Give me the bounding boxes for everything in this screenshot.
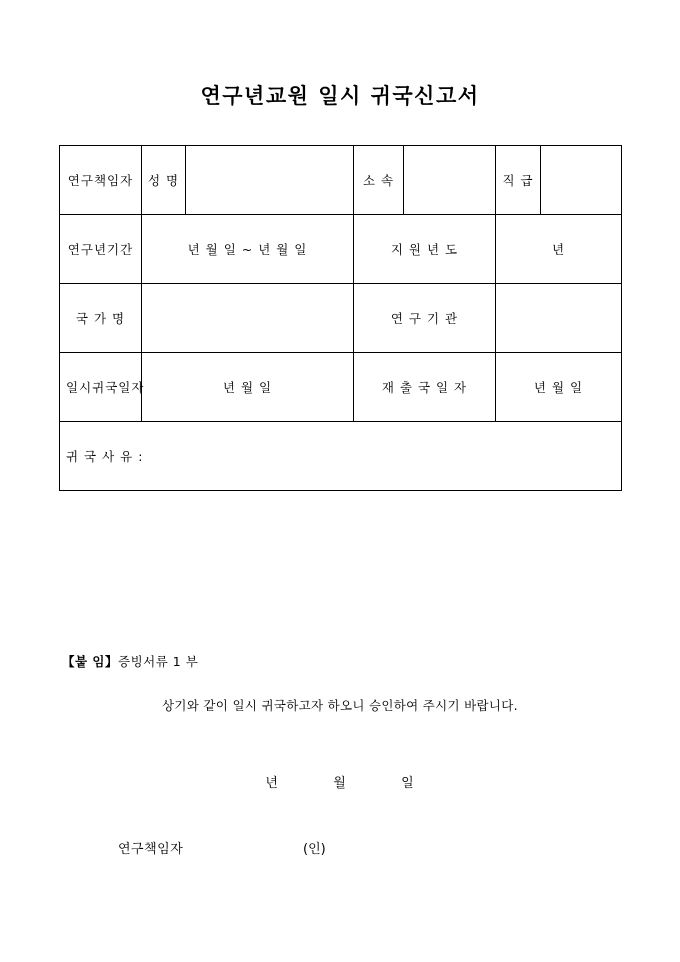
- request-statement: 상기와 같이 일시 귀국하고자 하오니 승인하여 주시기 바랍니다.: [162, 698, 518, 713]
- cell-label-support-year: 지 원 년 도: [354, 215, 496, 284]
- report-form-table: [59, 145, 622, 491]
- date-month: 월: [333, 776, 347, 791]
- attachment-text: 증빙서류 1 부: [118, 654, 199, 669]
- cell-reason-label[interactable]: 귀 국 사 유 :: [60, 422, 622, 491]
- cell-value-institution[interactable]: [496, 284, 622, 353]
- date-year: 년: [265, 776, 279, 791]
- cell-label-return-date: 일시귀국일자: [60, 353, 142, 422]
- cell-value-affiliation[interactable]: [404, 146, 496, 215]
- page-title: 연구년교원 일시 귀국신고서: [200, 84, 480, 108]
- cell-value-support-year[interactable]: 년: [496, 215, 622, 284]
- cell-label-institution: 연 구 기 관: [354, 284, 496, 353]
- cell-value-sabbatical-period[interactable]: 년 월 일 ~ 년 월 일: [142, 215, 354, 284]
- table-row: [60, 215, 622, 284]
- cell-label-affiliation: 소 속: [354, 146, 404, 215]
- attachment-note: [62, 652, 198, 670]
- table-row: [60, 284, 622, 353]
- cell-value-redeparture-date[interactable]: 년 월 일: [496, 353, 622, 422]
- cell-value-return-date[interactable]: 년 월 일: [142, 353, 354, 422]
- table-row: [60, 146, 622, 215]
- cell-label-name: 성 명: [142, 146, 186, 215]
- cell-value-country[interactable]: [142, 284, 354, 353]
- attachment-bracket: 【붙 임】: [62, 654, 119, 669]
- cell-label-position: 직 급: [496, 146, 541, 215]
- table-row: [60, 422, 622, 491]
- cell-value-position[interactable]: [541, 146, 622, 215]
- date-day: 일: [401, 776, 415, 791]
- cell-label-sabbatical-period: 연구년기간: [60, 215, 142, 284]
- cell-label-researcher: 연구책임자: [60, 146, 142, 215]
- signature-label: 연구책임자: [118, 842, 184, 857]
- cell-label-country: 국 가 명: [60, 284, 142, 353]
- date-line: [0, 772, 680, 791]
- signature-seal: (인): [303, 842, 326, 857]
- cell-label-redeparture-date: 재 출 국 일 자: [354, 353, 496, 422]
- cell-value-name[interactable]: [186, 146, 354, 215]
- table-row: [60, 353, 622, 422]
